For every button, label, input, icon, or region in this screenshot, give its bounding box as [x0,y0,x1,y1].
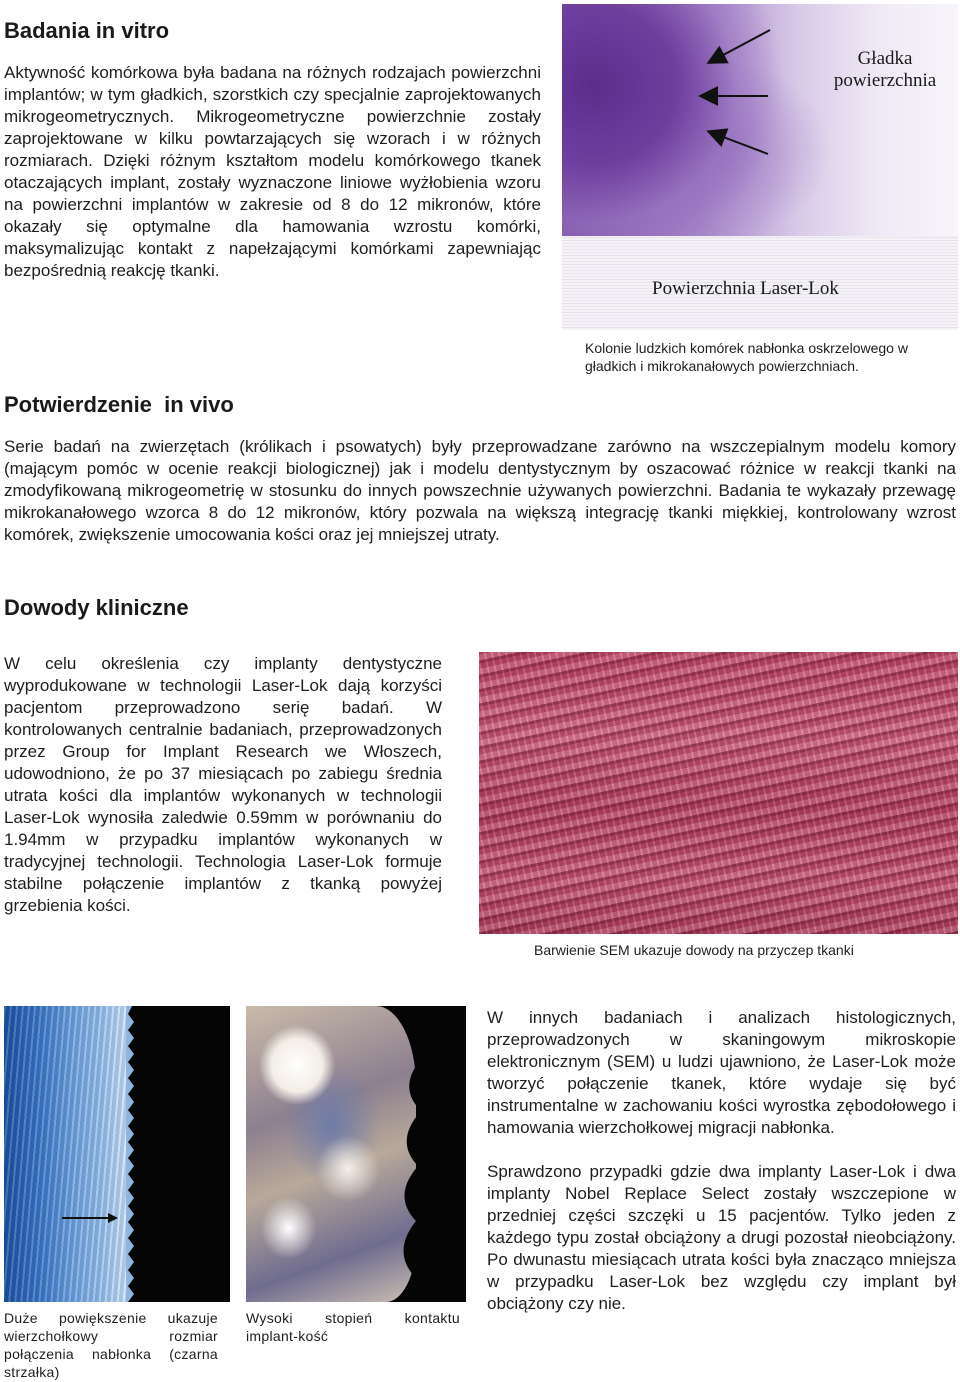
label-smooth-surface: Gładka powierzchnia [833,48,937,91]
caption-bone-contact: Wysoki stopień kontaktu implant-kość [246,1310,460,1344]
caption-epithelium: Duże powiększenie ukazuje wierzchołkowy rozmiar połączenia nabłonka (czarna strzałka) [4,1310,218,1380]
bone-implant-contact-image [246,1006,466,1302]
heading-in-vitro: Badania in vitro [4,18,170,43]
paragraph-histology-2: Sprawdzono przypadki gdzie dwa implanty Laser-Lok i dwa implanty Nobel Replace Select zostały wszczepione w przedniej części szczęki u 15 pacjentów. Tylko jeden z każdego typu został obciążony a drugi pozostał nieobciążony. Po dwunastu miesiącach utrata kości była znacząco mniejsza w przypadku Laser-Lok bez względu czy implant był obciążony czy nie. [487,1162,956,1313]
caption-sem: Barwienie SEM ukazuje dowody na przyczep tkanki [534,942,854,958]
arrow-black [60,1212,120,1224]
paragraph-clinical-evidence: W celu określenia czy implanty dentystyczne wyprodukowane w technologii Laser-Lok dają korzyści pacjentom przeprowadzono serię badań. W kontrolowanych centralnie badaniach, przeprowadzonych przez Group for Implant Research we Włoszech, udowodniono, że po 37 miesiącach po zabiegu średnia utrata kości dla implantów wykonanych w technologii Laser-Lok wynosiła zaledwie 0.59mm w porównaniu do 1.94mm w przypadku implantów wykonanych w tradycyjnej technologii. Technologia Laser-Lok formuje stabilne połączenie implantów z tkanką powyżej grzebienia kości. [4,654,442,915]
arrow-3 [710,132,768,154]
cell-colonies-image [562,4,958,330]
caption-cell-colonies: Kolonie ludzkich komórek nabłonka oskrzelowego w gładkich i mikrokanałowych powierzchniach. [585,340,908,374]
paragraph-histology-1: W innych badaniach i analizach histologicznych, przeprowadzonych w skaningowym mikroskopie elektronicznym (SEM) u ludzi ujawniono, że Laser-Lok może tworzyć połączenie tkanek, które wydaje się być instrumentalne w zachowaniu kości wyrostka zębodołowego i hamowania wierzchołkowej migracji nabłonka. [487,1008,956,1137]
epithelium-histology-image [4,1006,126,1302]
label-laser-lok-surface: Powierzchnia Laser-Lok [652,278,839,299]
arrow-1 [710,30,770,62]
sem-tissue-image [479,652,958,934]
heading-clinical-evidence: Dowody kliniczne [4,595,189,620]
paragraph-in-vitro: Aktywność komórkowa była badana na różnych rodzajach powierzchni implantów; w tym gładkich, szorstkich czy specjalnie zaprojektowanych mikrogeometrycznych. Mikrogeometryczne powierzchnie zostały zaprojektowane w kilku powtarzających się wzorach i w różnych rozmiarach. Dzięki różnym kształtom modelu komórkowego tkanek otaczających implant, zostały wyznaczone liniowe wyżłobienia wzoru na powierzchni implantów w zakresie od 8 do 12 mikronów, które okazały się optymalne dla hamowania wzrostu komórki, maksymalizując kontakt z napełzającymi komórkami zapewniając bezpośrednią reakcję tkanki. [4,63,541,280]
paragraph-in-vivo: Serie badań na zwierzętach (królikach i psowatych) były przeprowadzane zarówno na wszczepialnym modelu komory (mającym pomóc w ocenie reakcji biologicznej) jak i modelu dentystycznym by oszacować różnice w reakcji tkanki na zmodyfikowaną mikrogeometrię w stosunku do innych powszechnie używanych powierzchni. Badania te wykazały przewagę mikrokanałowego wzorca 8 do 12 mikronów, który pozwala na większą integrację tkanki miękkiej, kontrolowany wzrost komórek, zwiększenie umocowania kości oraz jej mniejszej utraty. [4,437,956,544]
implant-threads [246,1006,466,1302]
thread-edge-shape [126,1006,134,1302]
implant-thread-edge [126,1006,230,1302]
heading-in-vivo: Potwierdzenie in vivo [4,392,234,417]
